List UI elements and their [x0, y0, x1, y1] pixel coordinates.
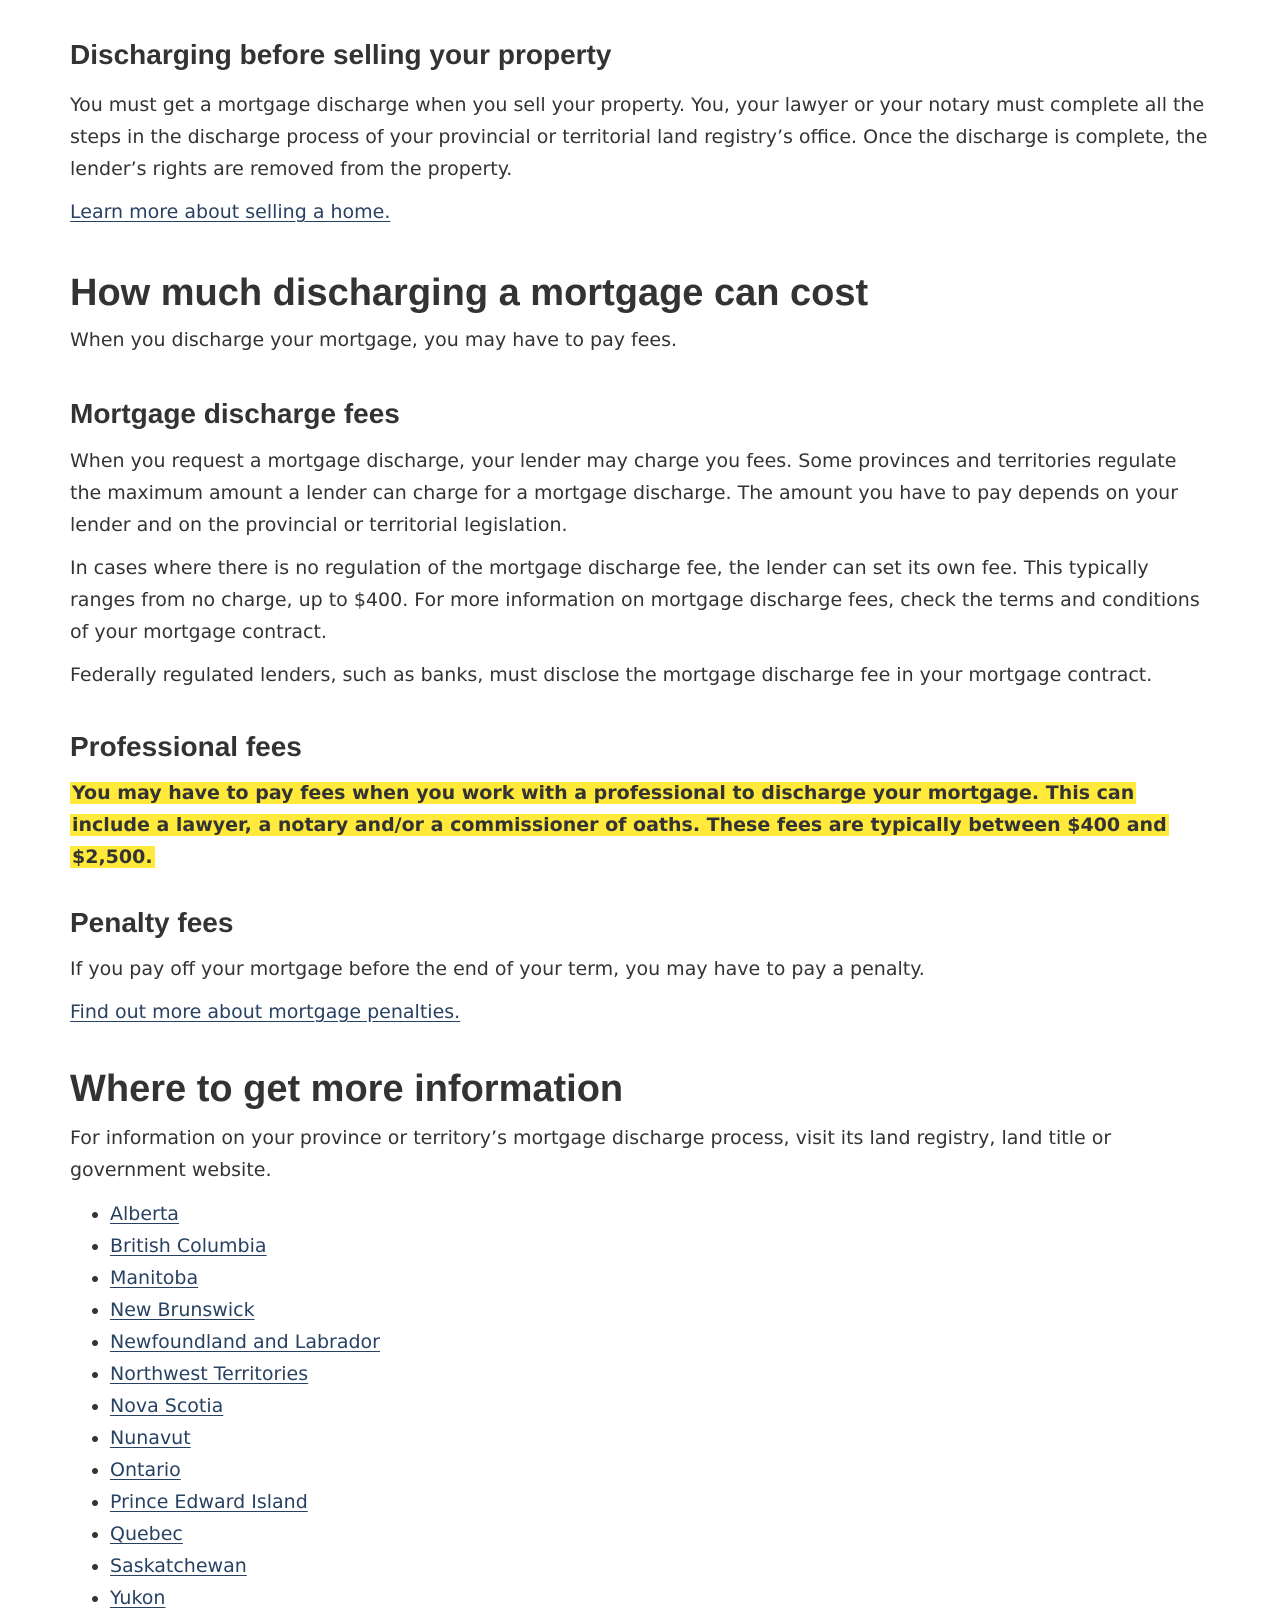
- list-item: [110, 1230, 1210, 1262]
- link-region-prince-edward-island[interactable]: Prince Edward Island: [110, 1491, 308, 1513]
- list-item: [110, 1582, 1210, 1614]
- link-region-yukon[interactable]: Yukon: [110, 1587, 166, 1609]
- link-region-newfoundland-and-labrador[interactable]: Newfoundland and Labrador: [110, 1331, 380, 1353]
- list-item: [110, 1550, 1210, 1582]
- paragraph-professional-fees: [70, 777, 1210, 873]
- list-item: [110, 1326, 1210, 1358]
- list-item: [110, 1358, 1210, 1390]
- section-discharge-fees: [70, 396, 1210, 691]
- section-more-info: [70, 1066, 1210, 1614]
- link-region-nunavut[interactable]: Nunavut: [110, 1427, 191, 1449]
- region-link-list: [70, 1198, 1210, 1614]
- heading-penalty-fees: Penalty fees: [70, 907, 234, 938]
- link-region-manitoba[interactable]: Manitoba: [110, 1267, 199, 1289]
- paragraph-discharge-fees-3: Federally regulated lenders, such as banks, must disclose the mortgage discharge fee in your mortgage contract.: [70, 664, 1153, 686]
- paragraph-discharge-fees-2: In cases where there is no regulation of the mortgage discharge fee, the lender can set its own fee. This typically ranges from no charge, up to $400. For more information on mortgage discharge fees, check the terms and conditions of your mortgage contract.: [70, 557, 1200, 643]
- paragraph-penalty-fees: If you pay off your mortgage before the end of your term, you may have to pay a penalty.: [70, 958, 925, 980]
- link-region-saskatchewan[interactable]: Saskatchewan: [110, 1555, 247, 1577]
- link-region-alberta[interactable]: Alberta: [110, 1203, 179, 1225]
- link-region-northwest-territories[interactable]: Northwest Territories: [110, 1363, 309, 1385]
- heading-how-much-it-costs: How much discharging a mortgage can cost: [70, 272, 869, 314]
- heading-discharging-before-selling: Discharging before selling your property: [70, 39, 612, 70]
- link-region-quebec[interactable]: Quebec: [110, 1523, 183, 1545]
- section-professional-fees: [70, 729, 1210, 873]
- link-selling-a-home[interactable]: Learn more about selling a home.: [70, 201, 391, 223]
- heading-mortgage-discharge-fees: Mortgage discharge fees: [70, 398, 400, 429]
- paragraph-cost: When you discharge your mortgage, you may have to pay fees.: [70, 329, 678, 351]
- link-mortgage-penalties[interactable]: Find out more about mortgage penalties.: [70, 1001, 461, 1023]
- list-item: [110, 1198, 1210, 1230]
- link-region-ontario[interactable]: Ontario: [110, 1459, 181, 1481]
- paragraph-discharge-fees-1: When you request a mortgage discharge, your lender may charge you fees. Some provinces and territories regulate the maximum amount a lender can charge for a mortgage discharge. The amount you have to pay depends on your lender and on the provincial or territorial legislation.: [70, 450, 1179, 536]
- list-item: [110, 1422, 1210, 1454]
- paragraph-more-info: For information on your province or territory’s mortgage discharge process, visit its land registry, land title or government website.: [70, 1127, 1112, 1181]
- link-region-british-columbia[interactable]: British Columbia: [110, 1235, 267, 1257]
- heading-where-to-get-more-information: Where to get more information: [70, 1068, 624, 1110]
- list-item: [110, 1294, 1210, 1326]
- section-penalty-fees: [70, 905, 1210, 1028]
- list-item: [110, 1454, 1210, 1486]
- link-region-new-brunswick[interactable]: New Brunswick: [110, 1299, 255, 1321]
- highlighted-text: You may have to pay fees when you work with a professional to discharge your mortgage. This can include a lawyer, a notary and/or a commissioner of oaths. These fees are typically between $400 and $2,500.: [72, 782, 1167, 868]
- heading-professional-fees: Professional fees: [70, 731, 302, 762]
- list-item: [110, 1486, 1210, 1518]
- section-selling: [70, 0, 1210, 228]
- list-item: [110, 1518, 1210, 1550]
- section-cost: [70, 270, 1210, 356]
- list-item: [110, 1390, 1210, 1422]
- list-item: [110, 1262, 1210, 1294]
- link-region-nova-scotia[interactable]: Nova Scotia: [110, 1395, 224, 1417]
- paragraph-selling: You must get a mortgage discharge when you sell your property. You, your lawyer or your notary must complete all the steps in the discharge process of your provincial or territorial land registry’s office. Once the discharge is complete, the lender’s rights are removed from the property.: [70, 94, 1208, 180]
